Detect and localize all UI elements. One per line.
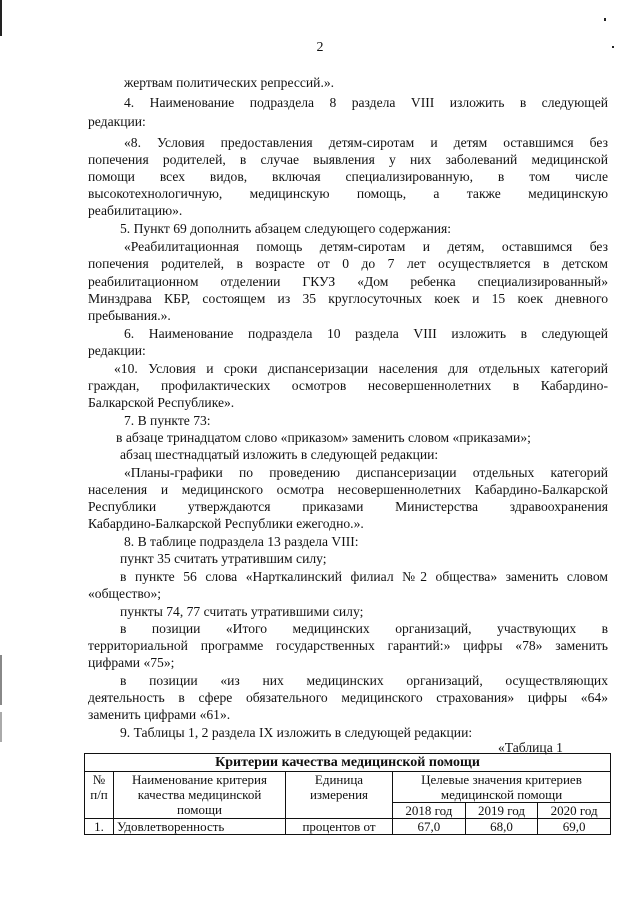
text-line: редакции:	[88, 343, 146, 358]
text-line: 6. Наименование подраздела 10 раздела VIII изложить в следующей	[124, 326, 608, 341]
header-year-2018: 2018 год	[393, 803, 466, 819]
text-line: абзац шестнадцатый изложить в следующей редакции:	[120, 447, 439, 462]
text-line: «Реабилитационная помощь детям-сиротам и детям, оставшимся без	[124, 239, 608, 254]
header-year-2020: 2020 год	[538, 803, 611, 819]
text-line: «8. Условия предоставления детям-сиротам и детям оставшимся без	[124, 135, 608, 150]
scan-edge-mark	[0, 655, 2, 705]
header-unit: Единица измерения	[286, 772, 393, 819]
header-criterion: Наименование критерия качества медицинской помощи	[114, 772, 286, 819]
row-value-2020: 69,0	[538, 819, 611, 835]
text-line: реабилитацию».	[88, 203, 183, 218]
row-value-2019: 68,0	[465, 819, 538, 835]
text-line: цифрами «75»;	[88, 655, 175, 670]
text-line: 7. В пункте 73:	[124, 413, 211, 428]
scan-speck	[604, 18, 606, 21]
scan-edge-mark	[0, 712, 2, 742]
text-line: жертвам политических репрессий.».	[124, 75, 335, 90]
text-line: 4. Наименование подраздела 8 раздела VIII изложить в следующей	[124, 95, 608, 110]
table-row	[85, 819, 611, 835]
text-line: в пункте 56 слова «Нарткалинский филиал №2 общества» заменить словом	[120, 569, 608, 584]
text-line: «10. Условия и сроки диспансеризации населения для отдельных категорий	[114, 361, 608, 376]
text-line: 8. В таблице подраздела 13 раздела VIII:	[124, 534, 359, 549]
text-line: пункты 74, 77 считать утратившими силу;	[120, 604, 364, 619]
table-caption: «Таблица 1	[498, 740, 563, 755]
text-line: 5. Пункт 69 дополнить абзацем следующего содержания:	[120, 221, 452, 236]
row-unit: процентов от	[286, 819, 393, 835]
row-criterion: Удовлетворенность	[114, 819, 286, 835]
text-line: Балкарской Республике».	[88, 395, 235, 410]
table-title: Критерии качества медицинской помощи	[85, 754, 611, 772]
text-line: помощи всех видов, включая специализированную, в том числе	[88, 169, 608, 184]
text-line: в позиции «из них медицинских организаций, осуществляющих	[120, 673, 608, 688]
text-line: «общество»;	[88, 586, 162, 601]
text-line: реабилитационном отделении ГКУЗ «Дом ребенка специализированный»	[88, 274, 608, 289]
text-line: попечения родителей, в возрасте от 0 до 7 лет осуществляется в детском	[88, 256, 608, 271]
text-line: 9. Таблицы 1, 2 раздела IX изложить в следующей редакции:	[120, 725, 473, 740]
row-value-2018: 67,0	[393, 819, 466, 835]
text-line: населения и медицинского осмотра несовершеннолетних Кабардино-Балкарской	[88, 482, 608, 497]
header-year-2019: 2019 год	[465, 803, 538, 819]
header-num: № п/п	[85, 772, 114, 819]
text-line: пункт 35 считать утратившим силу;	[120, 551, 327, 566]
page-number: 2	[316, 40, 324, 55]
text-line: Кабардино-Балкарской Республики ежегодно.».	[88, 516, 364, 531]
text-line: граждан, профилактических осмотров несовершеннолетних в Кабардино-	[88, 378, 608, 393]
text-line: Минздрава КБР, состоящем из 35 круглосуточных коек и 15 коек дневного	[88, 291, 608, 306]
text-line: территориальной программе государственных гарантий:» цифры «78» заменить	[88, 638, 608, 653]
scan-edge-mark	[0, 0, 2, 36]
text-line: в позиции «Итого медицинских организаций, участвующих в	[120, 621, 608, 636]
quality-criteria-table	[84, 753, 611, 835]
text-line: заменить цифрами «61».	[88, 707, 231, 722]
row-num: 1.	[85, 819, 114, 835]
text-line: пребывания.».	[88, 308, 171, 323]
header-targets: Целевые значения критериев медицинской помощи	[393, 772, 611, 803]
text-line: редакции:	[88, 114, 146, 129]
text-line: высокотехнологичную, медицинскую помощь, а также медицинскую	[88, 186, 608, 201]
text-line: в абзаце тринадцатом слово «приказом» заменить словом «приказами»;	[116, 430, 531, 445]
text-line: Республики утверждаются приказами Министерства здравоохранения	[88, 499, 608, 514]
text-line: деятельность в сфере обязательного медицинского страхования» цифры «64»	[88, 690, 608, 705]
text-line: «Планы-графики по проведению диспансеризации отдельных категорий	[124, 465, 608, 480]
text-line: попечения родителей, в случае выявления у них заболеваний медицинской	[88, 152, 608, 167]
